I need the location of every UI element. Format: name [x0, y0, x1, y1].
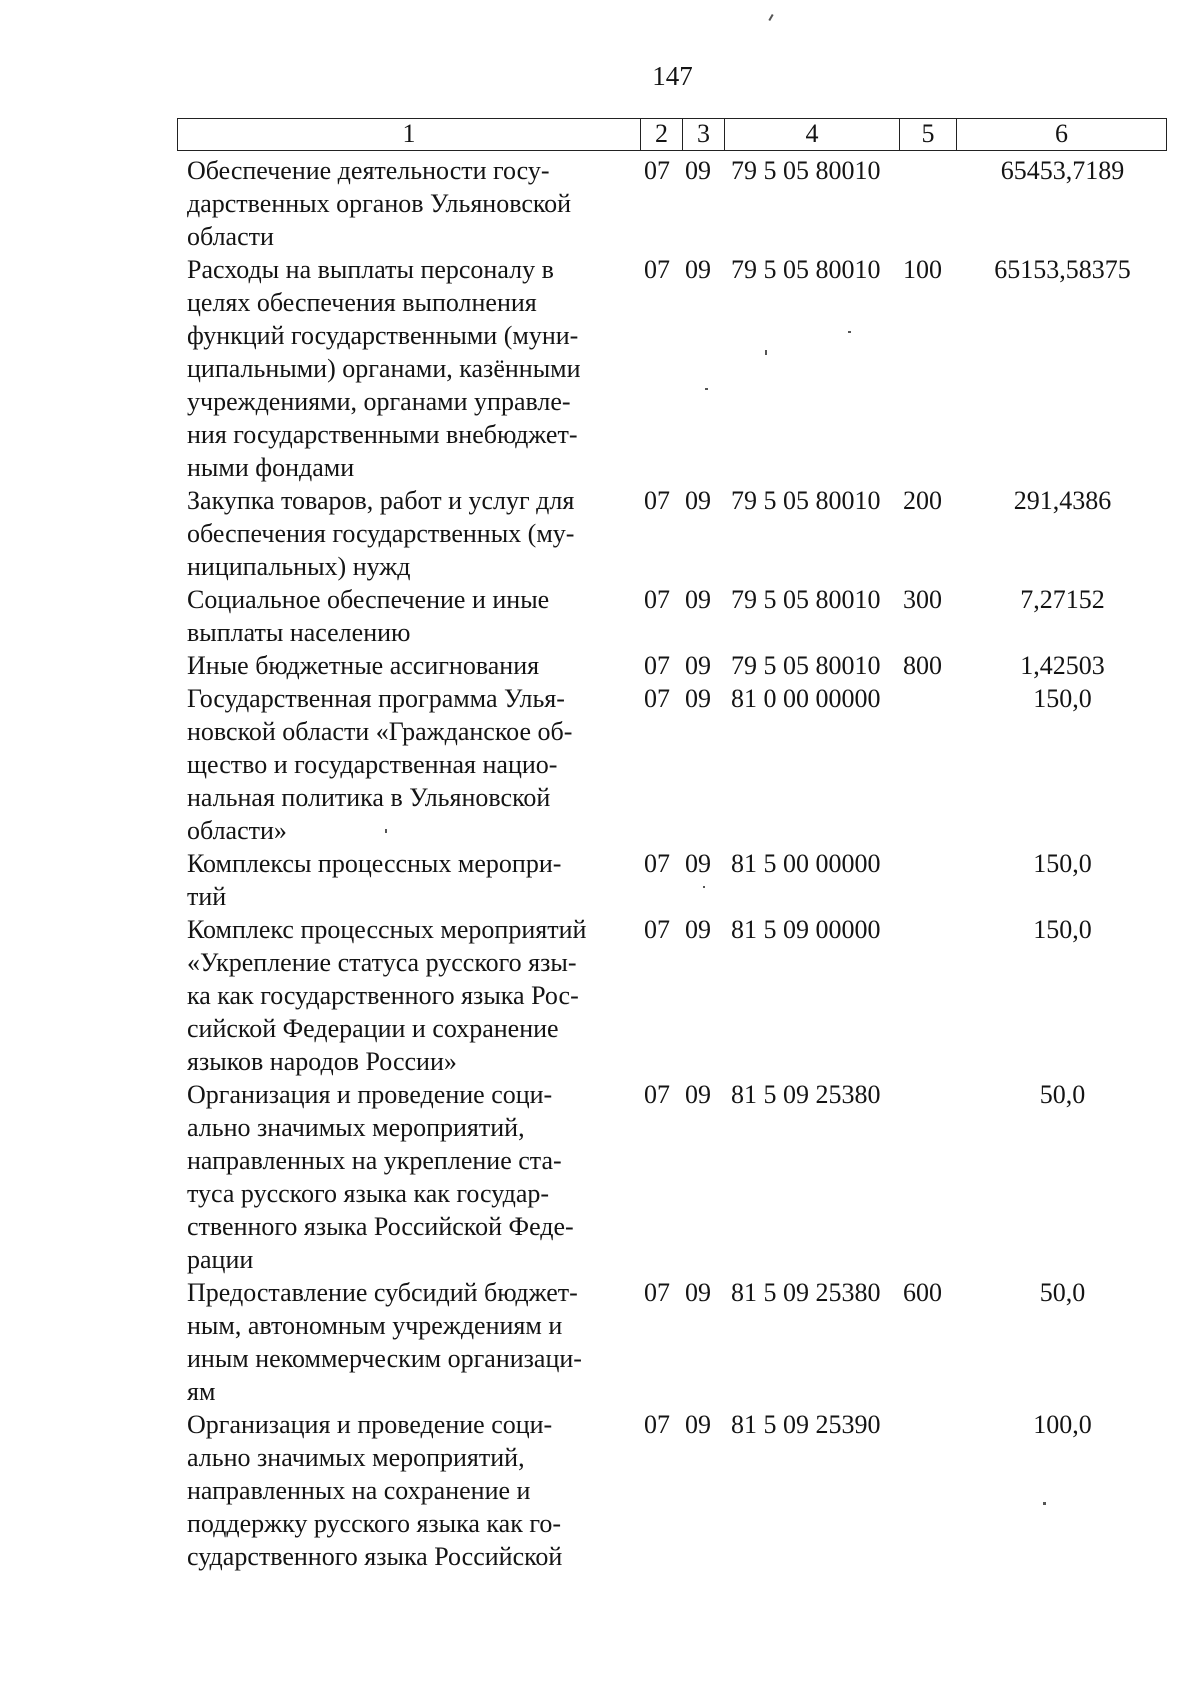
row-section: 07: [644, 1080, 670, 1109]
page-number: 147: [652, 61, 693, 91]
row-name: Государственная программа Улья- новской области «Гражданское об- щество и государственная нацио- нальная политика в Ульяновской области»: [187, 684, 573, 845]
table-row: [0, 913, 1200, 1078]
row-amount: 100,0: [1033, 1410, 1092, 1439]
table-row: [0, 253, 1200, 484]
header-col-6: 6: [1055, 119, 1068, 148]
row-target-article: 81 5 09 00000: [731, 915, 881, 944]
row-subsection: 09: [685, 156, 711, 185]
row-expense-type: 100: [903, 255, 942, 284]
table-row: [0, 682, 1200, 847]
row-subsection: 09: [685, 1410, 711, 1439]
row-target-article: 81 5 09 25380: [731, 1080, 881, 1109]
row-expense-type: 200: [903, 486, 942, 515]
row-amount: 7,27152: [1020, 585, 1105, 614]
scan-speck: [1043, 1502, 1046, 1505]
row-amount: 1,42503: [1020, 651, 1105, 680]
row-section: 07: [644, 585, 670, 614]
row-expense-type: 300: [903, 585, 942, 614]
table-row: [0, 154, 1200, 253]
row-name: Комплексы процессных меропри- тий: [187, 849, 562, 911]
row-section: 07: [644, 651, 670, 680]
row-name: Закупка товаров, работ и услуг для обеспечения государственных (му- ниципальных) нужд: [187, 486, 575, 581]
row-name: Расходы на выплаты персоналу в целях обеспечения выполнения функций государственными (муни- ципальными) органами, казёнными учреждениями, органами управле- ния государственными внебюджет- ными фондами: [187, 255, 581, 482]
table-body: [0, 154, 1200, 1573]
row-amount: 65153,58375: [994, 255, 1131, 284]
row-name: Обеспечение деятельности госу- дарственных органов Ульяновской области: [187, 156, 572, 251]
scan-speck: [848, 331, 851, 333]
row-section: 07: [644, 255, 670, 284]
row-amount: 150,0: [1033, 684, 1092, 713]
row-section: 07: [644, 849, 670, 878]
table-header: [177, 118, 1167, 151]
row-section: 07: [644, 156, 670, 185]
table-row: [0, 583, 1200, 649]
row-amount: 65453,7189: [1000, 156, 1125, 185]
row-amount: 150,0: [1033, 849, 1092, 878]
row-target-article: 81 5 00 00000: [731, 849, 881, 878]
row-section: 07: [644, 915, 670, 944]
row-target-article: 79 5 05 80010: [731, 156, 881, 185]
row-expense-type: 600: [903, 1278, 942, 1307]
row-target-article: 79 5 05 80010: [731, 651, 881, 680]
row-name: Организация и проведение соци- ально значимых мероприятий, направленных на сохранение и поддержку русского языка как го- сударственного языка Российской: [187, 1410, 563, 1571]
header-col-5: 5: [900, 119, 957, 150]
table-row: [0, 484, 1200, 583]
row-target-article: 81 0 00 00000: [731, 684, 881, 713]
header-col-3: 3: [683, 119, 725, 150]
table-row: [0, 1276, 1200, 1408]
header-col-1: 1: [178, 119, 641, 150]
row-section: 07: [644, 1278, 670, 1307]
row-name: Предоставление субсидий бюджет- ным, автономным учреждениям и иным некоммерческим организаци- ям: [187, 1278, 582, 1406]
row-section: 07: [644, 684, 670, 713]
row-amount: 50,0: [1039, 1278, 1086, 1307]
header-col-4: 4: [725, 119, 900, 150]
row-subsection: 09: [685, 486, 711, 515]
row-subsection: 09: [685, 1080, 711, 1109]
row-target-article: 79 5 05 80010: [731, 486, 881, 515]
scan-speck: [705, 388, 708, 390]
row-target-article: 79 5 05 80010: [731, 585, 881, 614]
scan-speck: [703, 886, 705, 888]
row-subsection: 09: [685, 255, 711, 284]
row-name: Комплекс процессных мероприятий «Укрепление статуса русского язы- ка как государственного языка Рос- сийской Федерации и сохранение языков народов России»: [187, 915, 587, 1076]
row-target-article: 81 5 09 25380: [731, 1278, 881, 1307]
row-subsection: 09: [685, 915, 711, 944]
row-name: Организация и проведение соци- ально значимых мероприятий, направленных на укрепление ста- туса русского языка как государ- ственного языка Российской Феде- рации: [187, 1080, 574, 1274]
row-subsection: 09: [685, 585, 711, 614]
row-subsection: 09: [685, 684, 711, 713]
row-section: 07: [644, 486, 670, 515]
row-amount: 291,4386: [1013, 486, 1112, 515]
row-target-article: 79 5 05 80010: [731, 255, 881, 284]
header-col-2: 2: [641, 119, 683, 150]
table-row: [0, 1408, 1200, 1573]
row-name: Социальное обеспечение и иные выплаты населению: [187, 585, 550, 647]
scan-speck: [385, 829, 387, 833]
row-target-article: 81 5 09 25390: [731, 1410, 881, 1439]
table-row: [0, 847, 1200, 913]
scan-speck: [768, 14, 773, 21]
row-subsection: 09: [685, 849, 711, 878]
scan-speck: [765, 350, 767, 355]
row-amount: 150,0: [1033, 915, 1092, 944]
row-amount: 50,0: [1039, 1080, 1086, 1109]
row-name: Иные бюджетные ассигнования: [187, 651, 540, 680]
table-row: [0, 1078, 1200, 1276]
row-expense-type: 800: [903, 651, 942, 680]
table-row: [0, 649, 1200, 682]
row-subsection: 09: [685, 1278, 711, 1307]
row-subsection: 09: [685, 651, 711, 680]
row-section: 07: [644, 1410, 670, 1439]
